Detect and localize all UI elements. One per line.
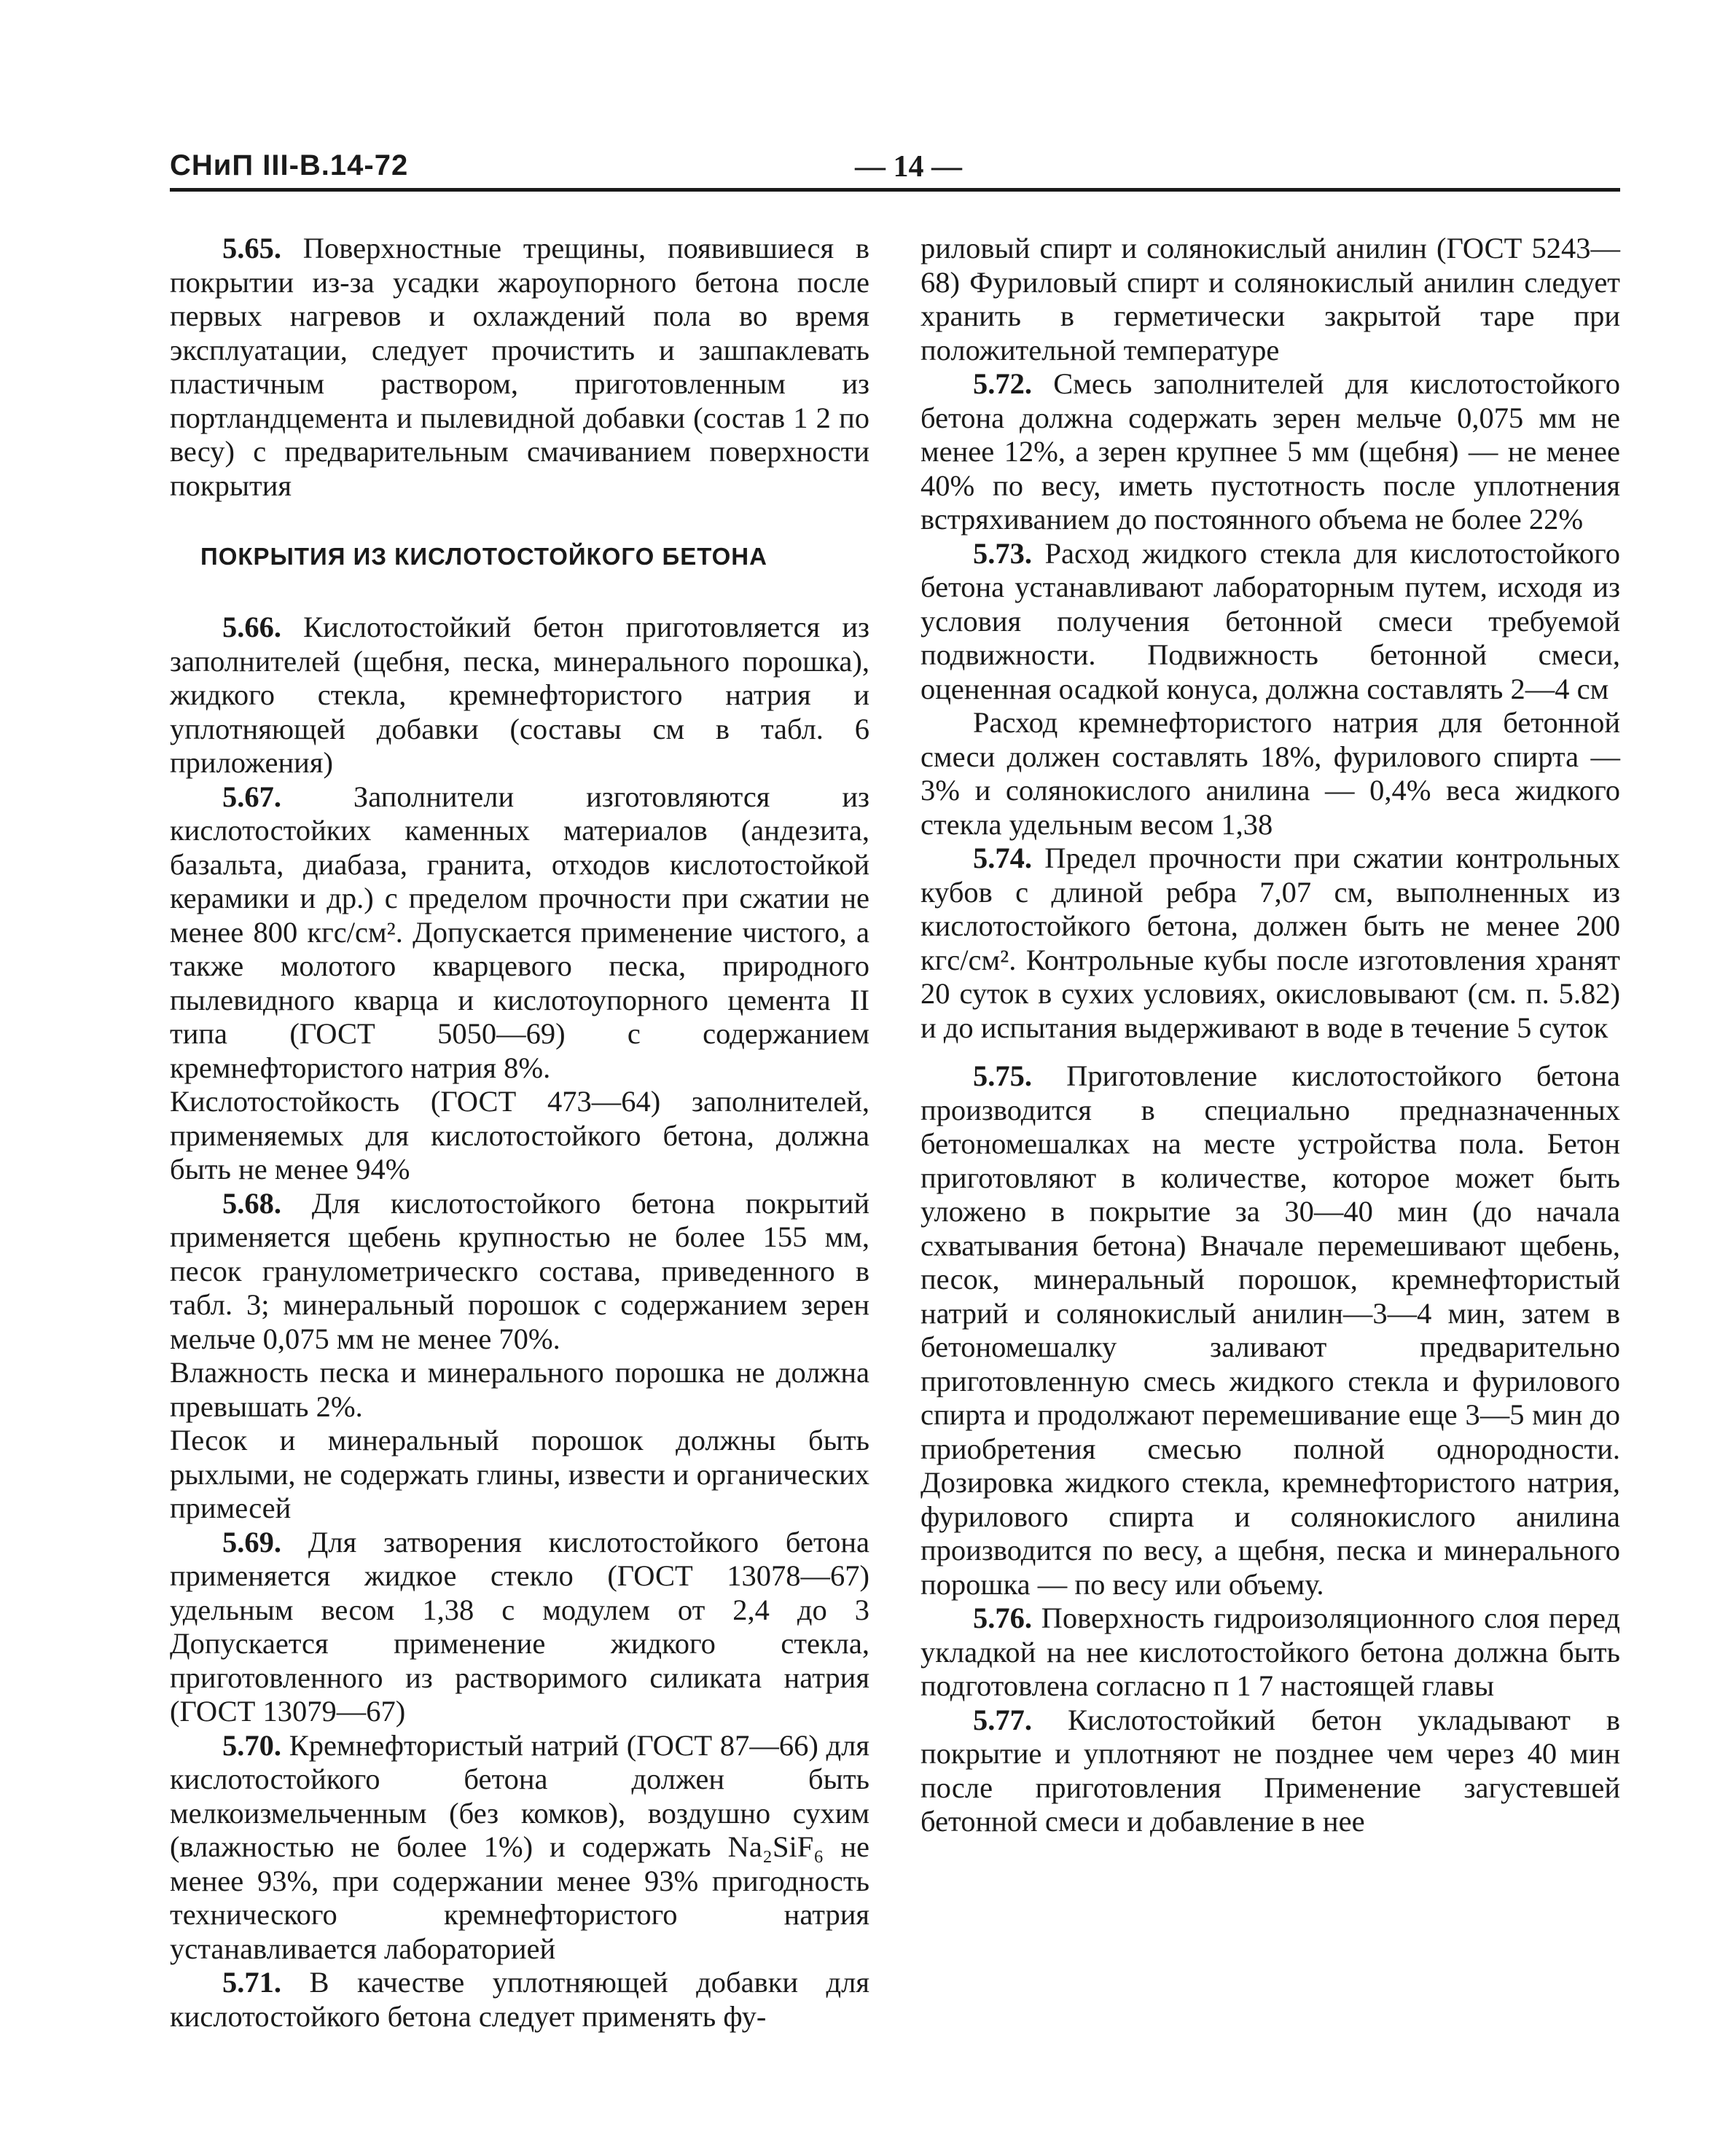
paragraph-5-67-acid-resistance: Кислотостойкость (ГОСТ 473—64) заполнителей, применяемых для кислотостойкого бетона, должна быть не менее 94% (170, 1085, 869, 1185)
clause-text: Для затворения кислотостойкого бетона применяется жидкое стекло (ГОСТ 13078—67) удельным весом 1,38 с модулем от 2,4 до 3 Допускается применение жидкого стекла, приготовленного из растворимого силиката натрия (ГОСТ 13079—67) (170, 1525, 870, 1728)
paragraph-5-73 (920, 537, 1620, 707)
paragraph-5-77 (920, 1704, 1620, 1839)
paragraph-5-73-consumption: Расход кремнефтористого натрия для бетонной смеси должен составлять 18%, фурилового спирта — 3% и солянокислого анилина — 0,4% веса жидкого стекла удельным весом 1,38 (920, 706, 1620, 841)
clause-number: 5.70. (222, 1728, 281, 1762)
clause-text: Смесь заполнителей для кислотостойкого бетона должна содержать зерен мельче 0,075 мм не менее 12%, а зерен крупнее 5 мм (щебня) — не менее 40% по весу, иметь пустотность после уплотнения встряхиванием до постоянного объема не более 22% (920, 367, 1621, 536)
clause-text: В качестве уплотняющей добавки для кислотостойкого бетона следует применять фу- (170, 1966, 870, 2033)
paragraph-5-70 (170, 1729, 869, 1967)
paragraph-5-66 (170, 611, 869, 780)
clause-text: Кислотостойкий бетон укладывают в покрытие и уплотняют не позднее чем через 40 мин после приготовления Применение загустевшей бетонной смеси и добавление в нее (920, 1703, 1621, 1838)
paragraph-5-74 (920, 842, 1620, 1045)
clause-number: 5.65. (222, 232, 281, 264)
clause-number: 5.72. (973, 367, 1032, 400)
clause-number: 5.67. (222, 780, 281, 813)
clause-text: Приготовление кислотостойкого бетона производится в специально предназначенных бетономешалках на месте устройства пола. Бетон приготовляют в количестве, которое может быть уложено в покрытие за 30—40 мин (до начала схватывания бетона) Вначале перемешивают щебень, песок, минеральный порошок, кремнефтористый натрий и солянокислый анилин—3—4 мин, затем в бетономешалку заливают предварительно приготовленную смесь жидкого стекла и фурилового спирта и продолжают перемешивание еще 3—5 мин до приобретения смесью полной однородности. Дозировка жидкого стекла, кремнефтористого натрия, фурилового спирта и солянокислого анилина производится по весу, а щебня, песка и минерального порошка — по весу или объему. (920, 1059, 1620, 1601)
clause-number: 5.76. (973, 1602, 1032, 1634)
clause-text: Заполнители изготовляются из кислотостойких каменных материалов (андезита, базальта, диабаза, гранита, отходов кислотостойкой керамики и др.) с пределом прочности при сжатии не менее 800 кгс/см². Допускается применение чистого, а также молотого кварцевого песка, природного пылевидного кварца и кислотоупорного цемента II типа (ГОСТ 5050—69) с содержанием кремнефтористого натрия 8%. (170, 780, 870, 1084)
paragraph-5-71 (170, 1966, 869, 2034)
clause-text: Поверхностные трещины, появившиеся в покрытии из-за усадки жароупорного бетона после первых нагревов и охлаждений пола во время эксплуатации, следует прочистить и зашпаклевать пластичным раствором, приготовленным из портландцемента и пылевидной добавки (состав 1 2 по весу) с предварительным смачиванием поверхности покрытия (170, 232, 870, 502)
clause-number: 5.69. (222, 1525, 281, 1559)
clause-number: 5.73. (973, 536, 1032, 570)
paragraph-5-76 (920, 1602, 1620, 1704)
left-column (170, 232, 869, 2034)
document-code: СНиП III-В.14-72 (170, 149, 409, 181)
clause-number: 5.68. (222, 1186, 281, 1220)
clause-number: 5.74. (973, 842, 1032, 874)
paragraph-5-68 (170, 1187, 869, 1357)
paragraph-5-65 (170, 232, 869, 503)
paragraph-5-67 (170, 780, 869, 1086)
clause-text: Кремнефтористый натрий (ГОСТ 87—66) для кислотостойкого бетона должен быть мелкоизмельченным (без комков), воздушно сухим (влажностью не более 1%) и содержать Na₂SiF₆ не менее 93%, при содержании менее 93% пригодность технического кремнефтористого натрия устанавливается лабораторией (170, 1728, 869, 1965)
paragraph-5-69 (170, 1526, 869, 1729)
clause-text: Поверхность гидроизоляционного слоя перед укладкой на нее кислотостойкого бетона должна быть подготовлена согласно п 1 7 настоящей главы (920, 1602, 1621, 1702)
clause-number: 5.77. (973, 1703, 1032, 1736)
section-title: ПОКРЫТИЯ ИЗ КИСЛОТОСТОЙКОГО БЕТОНА (200, 543, 767, 570)
paragraph-5-75 (920, 1059, 1620, 1602)
paragraph-5-72 (920, 367, 1620, 537)
clause-number: 5.66. (222, 611, 281, 643)
clause-number: 5.75. (973, 1059, 1032, 1092)
right-column (920, 232, 1620, 1839)
clause-number: 5.71. (222, 1966, 281, 1999)
paragraph-5-68-sand: Песок и минеральный порошок должны быть рыхлыми, не содержать глины, извести и органических примесей (170, 1424, 869, 1524)
paragraph-5-71-continued: риловый спирт и солянокислый анилин (ГОСТ 5243—68) Фуриловый спирт и солянокислый анилин следует хранить в герметически закрытой таре при положительной температуре (920, 232, 1620, 366)
clause-text: Расход жидкого стекла для кислотостойкого бетона устанавливают лабораторным путем, исходя из условия получения бетонной смеси требуемой подвижности. Подвижность бетонной смеси, оцененная осадкой конуса, должна составлять 2—4 см (920, 536, 1620, 705)
clause-text: Для кислотостойкого бетона покрытий применяется щебень крупностью не более 155 мм, песок гранулометрическго состава, приведенного в табл. 3; минеральный порошок с содержанием зерен мельче 0,075 мм не менее 70%. (170, 1186, 870, 1355)
page-number: — 14 — (855, 150, 962, 184)
header-rule (170, 188, 1620, 192)
clause-text: Предел прочности при сжатии контрольных кубов с длиной ребра 7,07 см, выполненных из кислотостойкого бетона, должен быть не менее 200 кгс/см². Контрольные кубы после изготовления хранят 20 суток в сухих условиях, окисловывают (см. п. 5.82) и до испытания выдерживают в воде в течение 5 суток (920, 842, 1621, 1044)
paragraph-5-68-moisture: Влажность песка и минерального порошка не должна превышать 2%. (170, 1356, 869, 1423)
clause-text: Кислотостойкий бетон приготовляется из заполнителей (щебня, песка, минерального порошка), жидкого стекла, кремнефтористого натрия и уплотняющей добавки (составы см в табл. 6 приложения) (170, 611, 869, 779)
page-header (170, 149, 1620, 193)
